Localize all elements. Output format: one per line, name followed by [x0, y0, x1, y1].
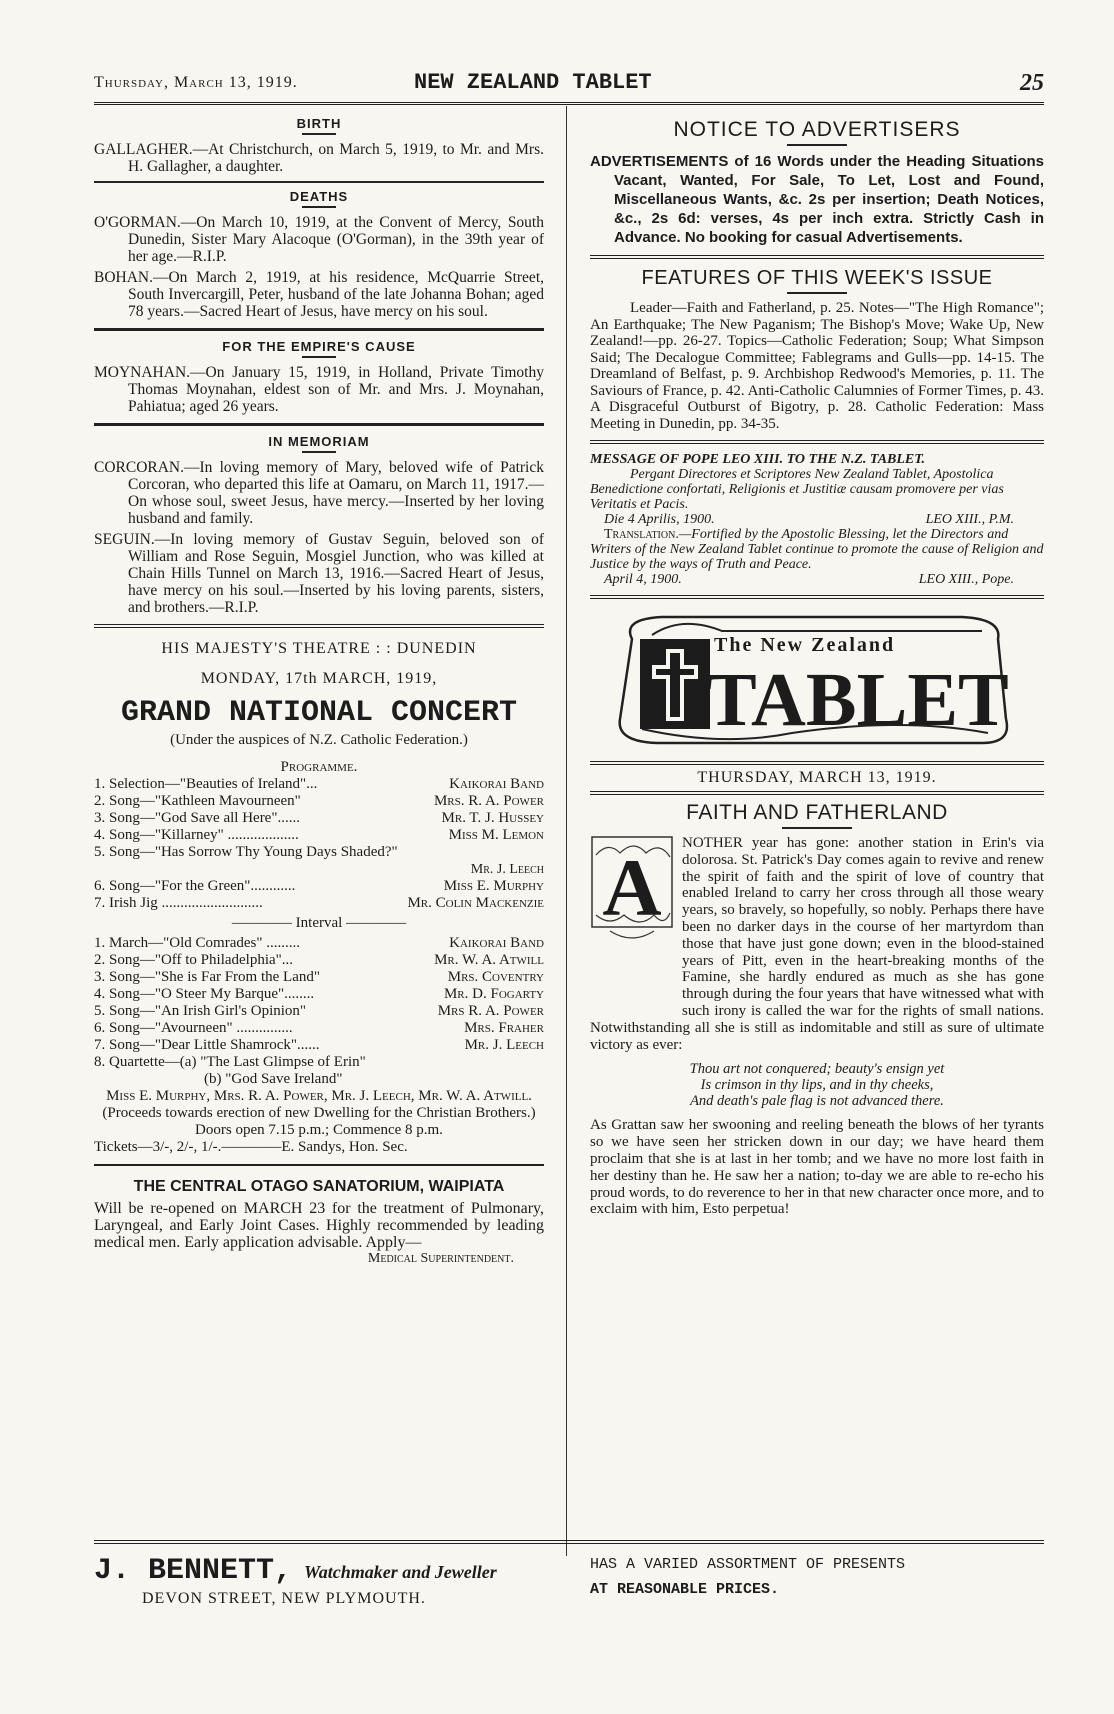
tablet-logo-art	[602, 609, 1022, 749]
faith-paragraph-1: NOTHER year has gone: another station in Erin's via dolorosa. St. Patrick's Day comes again to revive and renew the spirit of faith and the spirit of love of country that enabled Ireland to carry her cross through all those weary years, so bravely, so hopefully, so nobly. Perhaps there have been no darker days in the course of her martyrdom than those that have just gone down; even in the blood-stained years of Pitt, even in the heart-breaking months of the Famine, she hardly endured as much as she has gone through during the four years that have witnessed what with such irony is called the war for the rights of small nations. Notwithstanding all she is still as indomitable and still as sure of ultimate victory as ever:	[590, 835, 1044, 1053]
page-header	[94, 70, 1044, 100]
message-latin: Pergant Directores et Scriptores New Zealand Tablet, Apostolica Benedictione confortati, Religionis et Justitiæ causam promovere per vias Veritatis et Pacis.	[590, 467, 1004, 512]
divider	[94, 1164, 544, 1166]
performer: Miss M. Lemon	[448, 827, 544, 843]
translation-date: April 4, 1900.	[604, 572, 682, 587]
death-notice: BOHAN.—On March 2, 1919, at his residence, McQuarrie Street, South Invercargill, Peter, husband of the late Johanna Bohan; aged 78 years.—Sacred Heart of Jesus, have mercy on his soul.	[94, 269, 544, 320]
divider	[94, 423, 544, 426]
divider	[94, 181, 544, 183]
performer: Mrs R. A. Power	[437, 1003, 544, 1019]
programme-row	[94, 878, 544, 895]
column-divider	[566, 106, 567, 1556]
logo-top-text: The New Zealand	[714, 634, 896, 656]
programme-item: 6. Song—"Avourneen" ...............	[94, 1020, 293, 1036]
divider	[302, 133, 336, 135]
faith-heading: FAITH AND FATHERLAND	[686, 801, 948, 824]
programme-row	[94, 827, 544, 844]
theatre-line: HIS MAJESTY'S THEATRE : : DUNEDIN	[161, 640, 477, 657]
divider	[782, 827, 852, 829]
programme-item: 1. Selection—"Beauties of Ireland"...	[94, 776, 318, 792]
programme-item: 1. March—"Old Comrades" .........	[94, 935, 300, 951]
birth-notice: GALLAGHER.—At Christchurch, on March 5, 1919, to Mr. and Mrs. H. Gallagher, a daughter.	[94, 141, 544, 175]
logo-big-text: TABLET	[706, 658, 1009, 742]
quartette-line: (b) "God Save Ireland"	[204, 1071, 343, 1087]
left-column	[94, 110, 544, 1267]
divider	[94, 624, 544, 628]
performer: Mrs. Coventry	[447, 969, 544, 985]
deaths-heading: DEATHS	[289, 189, 349, 204]
quartette-performers: Miss E. Murphy, Mrs. R. A. Power, Mr. J. Leech, Mr. W. A. Atwill.	[106, 1088, 532, 1104]
message-translation-sign	[590, 572, 1044, 587]
empire-notice: MOYNAHAN.—On January 15, 1919, in Holland, Private Timothy Thomas Moynahan, eldest son of Mr. and Mrs. J. Moynahan, Pahiatua; aged 26 years.	[94, 364, 544, 415]
performer: Mr. D. Fogarty	[443, 986, 544, 1002]
memoriam-heading: IN MEMORIAM	[268, 434, 370, 449]
message-latin-sign	[590, 512, 1044, 527]
programme-part-2	[94, 935, 544, 1156]
bennett-advert	[94, 1554, 544, 1608]
programme-row	[94, 969, 544, 986]
poem-line: And death's pale flag is not advanced there.	[690, 1093, 944, 1110]
pope-message	[590, 452, 1044, 587]
programme-item: 7. Irish Jig ...........................	[94, 895, 263, 911]
faith-paragraph-2: As Grattan saw her swooning and reeling beneath the blows of her tyrants so we have seen her stricken down in our day; we have heard them proclaim that she is at last in her tomb; and we have no more lost faith in her destiny than he. He saw her a nation; to-day we are able to re-echo his proud words, to do reverence to her in that new character once more, and to exclaim with him, Esto perpetua!	[590, 1117, 1044, 1218]
performer: Mrs. Fraher	[464, 1020, 544, 1036]
programme-item: 2. Song—"Off to Philadelphia"...	[94, 952, 294, 968]
proceeds-note: (Proceeds towards erection of new Dwelling for the Christian Brothers.)	[102, 1105, 536, 1121]
programme-row	[94, 895, 544, 912]
interval-text: Interval	[295, 915, 343, 931]
bennett-name: J. BENNETT,	[94, 1554, 293, 1588]
divider	[590, 595, 1044, 599]
performer: Mrs. R. A. Power	[433, 793, 544, 809]
translation-signature: LEO XIII., Pope.	[918, 572, 1014, 587]
message-translation	[590, 527, 1044, 572]
divider	[590, 440, 1044, 444]
birth-heading: BIRTH	[296, 116, 342, 131]
performer: Kaikorai Band	[449, 776, 544, 792]
bennett-trade: Watchmaker and Jeweller	[304, 1562, 497, 1582]
features-body: Leader—Faith and Fatherland, p. 25. Notes—"The High Romance"; An Earthquake; The New Paganism; The Bishop's Move; Wake Up, New Zealand!—pp. 26-27. Topics—Catholic Federation; Soup; What Simpson Said; The Decalogue Committee; Fablegrams and Gulls—pp. 14-15. The Dreamland of Belfast, p. 9. Archbishop Redwood's Memories, p. 11. The Saviours of France, p. 42. Anti-Catholic Calumnies of Former Times, p. 43. A Disgraceful Outburst of Bigotry, p. 28. Catholic Federation: Mass Meeting in Dunedin, pp. 34-35.	[590, 300, 1044, 432]
poem-line: Is crimson in thy lips, and in thy cheeks,	[700, 1077, 934, 1094]
header-date: Thursday, March 13, 1919.	[94, 74, 298, 91]
doors-note: Doors open 7.15 p.m.; Commence 8 p.m.	[195, 1122, 443, 1138]
divider	[302, 451, 336, 453]
divider	[302, 356, 336, 358]
concert-auspices: (Under the auspices of N.Z. Catholic Federation.)	[170, 732, 468, 748]
performer: Mr. Colin Mackenzie	[407, 895, 544, 911]
concert-title: GRAND NATIONAL CONCERT	[120, 696, 518, 730]
sanatorium-heading: THE CENTRAL OTAGO SANATORIUM, WAIPIATA	[133, 1178, 505, 1195]
memoriam-notice: SEGUIN.—In loving memory of Gustav Seguin, beloved son of William and Rose Seguin, Mosgiel Junction, who was killed at Chain Hills Tunnel on March 13, 1916.—Sacred Heart of Jesus, have mercy on his soul.—Inserted by his loving parents, sisters, and brothers.—R.I.P.	[94, 531, 544, 616]
concert-date: MONDAY, 17th MARCH, 1919,	[200, 670, 438, 687]
programme-row	[94, 1037, 544, 1054]
programme-item: 5. Song—"Has Sorrow Thy Young Days Shaded?"	[94, 844, 398, 860]
ornate-dropcap	[590, 835, 674, 1003]
interval-label: ———— Interval ————	[231, 915, 407, 931]
performer: Mr. W. A. Atwill	[434, 952, 544, 968]
programme-heading: Programme.	[280, 759, 358, 775]
programme-row	[94, 793, 544, 810]
divider	[787, 144, 847, 146]
page-number: 25	[1020, 70, 1044, 96]
divider	[94, 1540, 1044, 1544]
notice-body: ADVERTISEMENTS of 16 Words under the Heading Situations Vacant, Wanted, For Sale, To Let, Lost and Found, Miscellaneous Wants, &c. 2s per insertion; Death Notices, &c., 2s 6d: verses, 4s per inch extra. Strictly Cash in Advance. No booking for casual Advertisements.	[590, 153, 1044, 246]
performer: Mr. T. J. Hussey	[441, 810, 544, 826]
newspaper-page	[94, 70, 1044, 1700]
issue-dateline: THURSDAY, MARCH 13, 1919.	[697, 769, 937, 786]
programme-item: 5. Song—"An Irish Girl's Opinion"	[94, 1003, 307, 1019]
programme-row	[94, 776, 544, 793]
poem	[590, 1061, 1044, 1109]
bennett-address: DEVON STREET, NEW PLYMOUTH.	[142, 1590, 426, 1607]
performer: Mr. J. Leech	[464, 1037, 544, 1053]
translation-text: —Fortified by the Apostolic Blessing, let the Directors and Writers of the New Zealand Tablet continue to promote the cause of Religion and Justice by the ways of Truth and Peace.	[590, 527, 1044, 572]
empire-heading: FOR THE EMPIRE'S CAUSE	[222, 339, 416, 354]
performer: Mr. J. Leech	[470, 862, 544, 877]
programme-row	[94, 952, 544, 969]
poem-line: Thou art not conquered; beauty's ensign yet	[689, 1061, 945, 1078]
programme-item: 6. Song—"For the Green"............	[94, 878, 296, 894]
programme-part-1	[94, 776, 544, 912]
divider	[787, 292, 847, 294]
latin-date: Die 4 Aprilis, 1900.	[604, 512, 715, 527]
programme-item: 4. Song—"O Steer My Barque"........	[94, 986, 315, 1002]
quartette-line: 8. Quartette—(a) "The Last Glimpse of Erin"	[94, 1054, 366, 1070]
latin-signature: LEO XIII., P.M.	[925, 512, 1014, 527]
divider	[590, 761, 1044, 765]
performer: Kaikorai Band	[449, 935, 544, 951]
programme-row	[94, 986, 544, 1003]
programme-item: 3. Song—"God Save all Here"......	[94, 810, 300, 826]
presents-line-1: HAS A VARIED ASSORTMENT OF PRESENTS	[590, 1556, 906, 1573]
performer: Miss E. Murphy	[443, 878, 544, 894]
divider	[94, 328, 544, 331]
tablet-logo	[590, 609, 1044, 755]
programme-row	[94, 935, 544, 952]
dropcap-letter: A	[602, 842, 662, 933]
translation-label: Translation.	[604, 527, 679, 542]
programme-row	[94, 1003, 544, 1020]
divider	[590, 791, 1044, 795]
faith-article	[590, 835, 1044, 1218]
presents-advert	[590, 1556, 1044, 1598]
tickets-note: Tickets—3/-, 2/-, 1/-.————E. Sandys, Hon. Sec.	[94, 1139, 408, 1155]
sanatorium-signature: Medical Superintendent.	[367, 1251, 514, 1266]
programme-item: 2. Song—"Kathleen Mavourneen"	[94, 793, 301, 809]
programme-row	[94, 810, 544, 827]
features-heading: FEATURES OF THIS WEEK'S ISSUE	[641, 267, 993, 289]
sanatorium-body: Will be re-opened on MARCH 23 for the treatment of Pulmonary, Laryngeal, and Early Joint Cases. Highly recommended by leading medical men. Early application advisable. Apply—	[94, 1200, 544, 1251]
death-notice: O'GORMAN.—On March 10, 1919, at the Convent of Mercy, South Dunedin, Sister Mary Alacoque (O'Gorman), in the 39th year of her age.—R.I.P.	[94, 214, 544, 265]
divider	[302, 206, 336, 208]
bottom-advertisements	[94, 1540, 1044, 1607]
programme-item: 4. Song—"Killarney" ...................	[94, 827, 299, 843]
masthead: NEW ZEALAND TABLET	[414, 70, 652, 95]
presents-line-2: AT REASONABLE PRICES.	[590, 1581, 780, 1598]
notice-heading: NOTICE TO ADVERTISERS	[673, 118, 961, 141]
right-column	[590, 110, 1044, 1218]
header-rule	[94, 102, 1044, 105]
divider	[590, 255, 1044, 259]
programme-item: 3. Song—"She is Far From the Land"	[94, 969, 320, 985]
programme-item: 7. Song—"Dear Little Shamrock"......	[94, 1037, 320, 1053]
programme-row	[94, 1020, 544, 1037]
message-heading: MESSAGE OF POPE LEO XIII. TO THE N.Z. TABLET.	[590, 452, 926, 467]
memoriam-notice: CORCORAN.—In loving memory of Mary, beloved wife of Patrick Corcoran, who departed this life at Oamaru, on March 11, 1917.—On whose soul, sweet Jesus, have mercy.—Inserted by her loving husband and family.	[94, 459, 544, 527]
